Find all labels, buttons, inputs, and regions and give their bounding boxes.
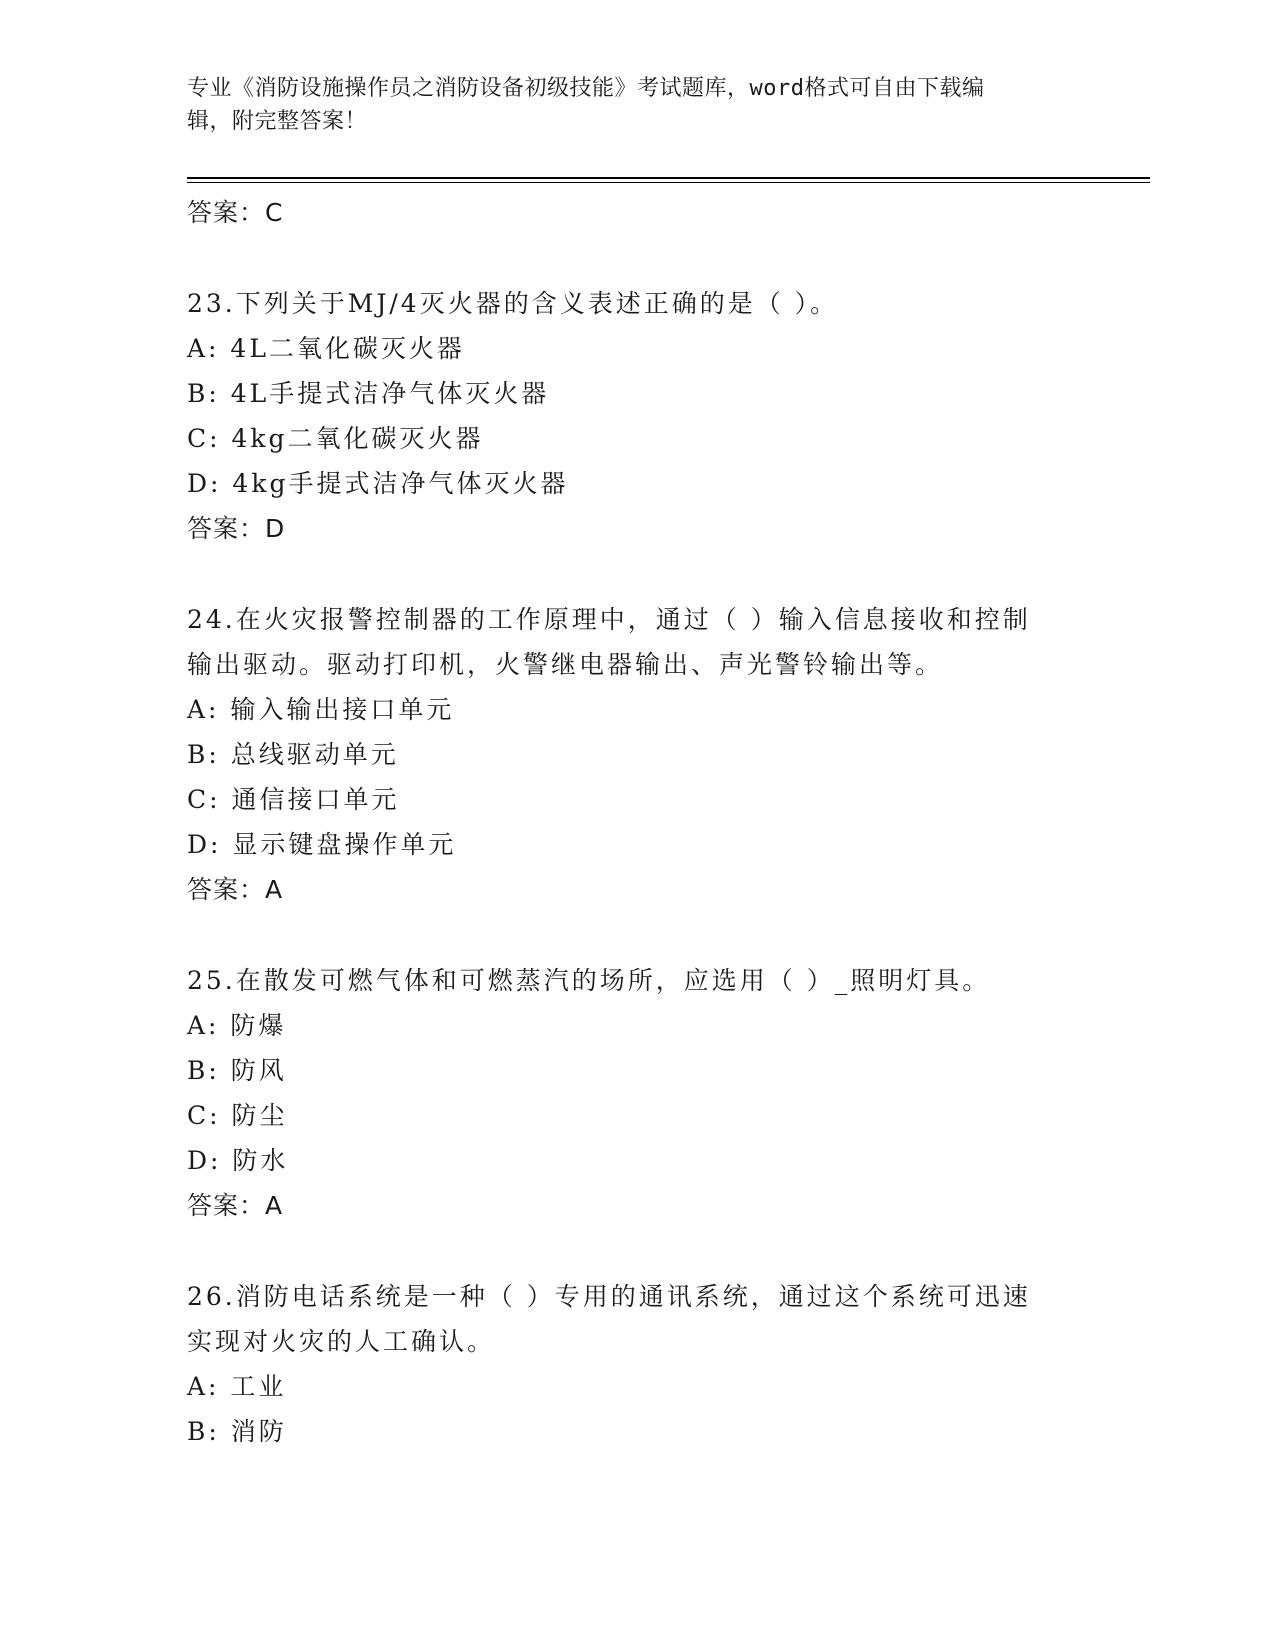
question-block xyxy=(187,1274,1087,1454)
question-block xyxy=(187,281,1087,551)
question-text: 23.下列关于MJ/4灭火器的含义表述正确的是（ ）。 xyxy=(187,289,839,318)
option-b: B: 4L手提式洁净气体灭火器 xyxy=(187,379,550,408)
question-text-line-1: 26.消防电话系统是一种（ ）专用的通讯系统，通过这个系统可迅速 xyxy=(187,1282,1031,1311)
spacer xyxy=(187,235,1087,281)
option-d: D: 防水 xyxy=(187,1146,289,1175)
option-b: B: 防风 xyxy=(187,1056,287,1085)
header-line-1: 专业《消防设施操作员之消防设备初级技能》考试题库，word格式可自由下载编 xyxy=(187,76,985,101)
option-c: C: 防尘 xyxy=(187,1101,288,1130)
option-a: A: 4L二氧化碳灭火器 xyxy=(187,334,465,363)
header-divider-thick xyxy=(187,177,1150,179)
option-d: D: 4kg手提式洁净气体灭火器 xyxy=(187,469,569,498)
option-c: C: 4kg二氧化碳灭火器 xyxy=(187,424,484,453)
question-text-line-1: 24.在火灾报警控制器的工作原理中，通过（ ）输入信息接收和控制 xyxy=(187,605,1031,634)
option-b: B: 总线驱动单元 xyxy=(187,740,399,769)
question-list xyxy=(187,190,1087,1454)
option-a: A: 防爆 xyxy=(187,1011,287,1040)
question-text-line-2: 输出驱动。驱动打印机，火警继电器输出、声光警铃输出等。 xyxy=(187,650,944,679)
option-d: D: 显示键盘操作单元 xyxy=(187,830,457,859)
option-a: A: 输入输出接口单元 xyxy=(187,695,455,724)
question-block xyxy=(187,597,1087,912)
header-line-2: 辑，附完整答案！ xyxy=(187,109,368,134)
answer-line: 答案：D xyxy=(187,514,286,543)
header-divider-thin xyxy=(187,182,1150,183)
spacer xyxy=(187,551,1087,597)
question-text: 25.在散发可燃气体和可燃蒸汽的场所，应选用（ ）_照明灯具。 xyxy=(187,966,991,995)
answer-line: 答案：A xyxy=(187,875,284,904)
spacer xyxy=(187,1228,1087,1274)
question-text-line-2: 实现对火灾的人工确认。 xyxy=(187,1327,496,1356)
document-header xyxy=(187,72,1077,138)
answer-line: 答案：A xyxy=(187,1191,284,1220)
option-a: A: 工业 xyxy=(187,1372,287,1401)
option-c: C: 通信接口单元 xyxy=(187,785,400,814)
question-block xyxy=(187,958,1087,1228)
spacer xyxy=(187,912,1087,958)
option-b: B: 消防 xyxy=(187,1417,287,1446)
answer-line: 答案：C xyxy=(187,198,284,227)
